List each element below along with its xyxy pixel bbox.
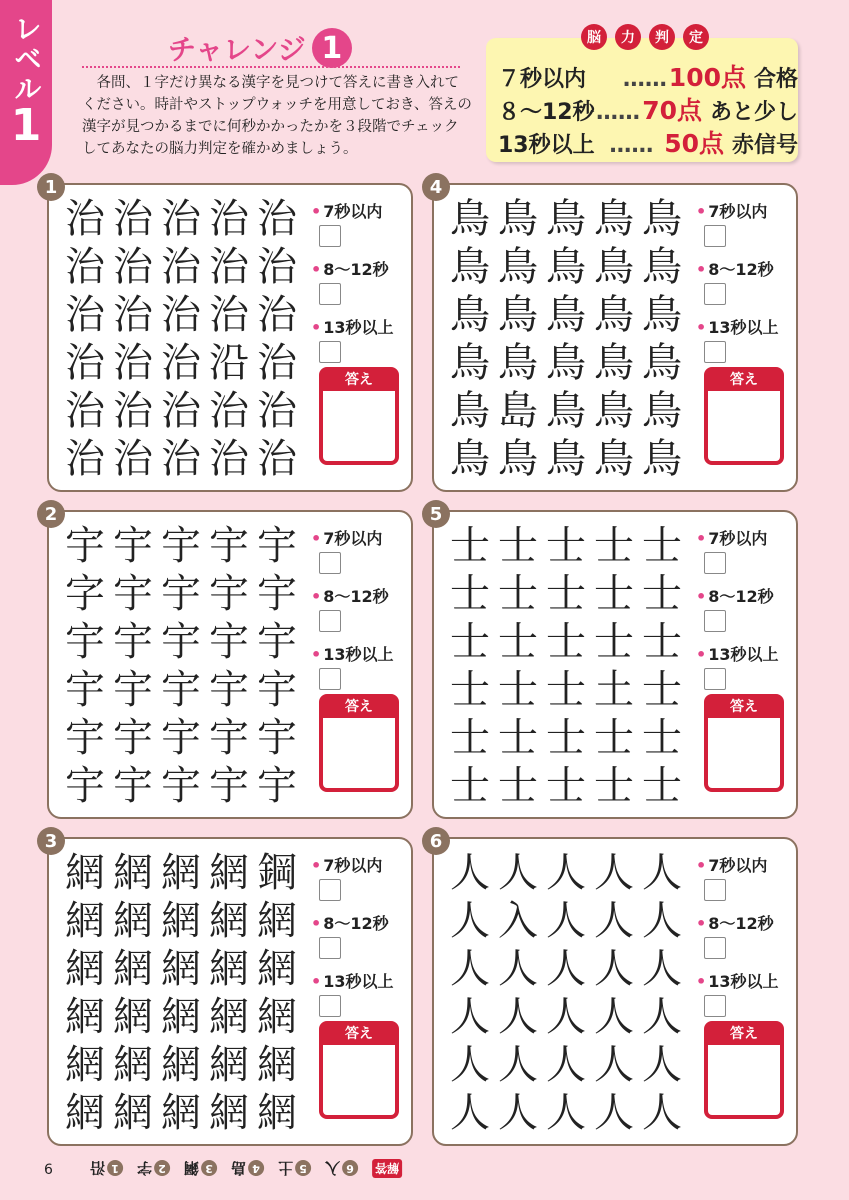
judgement-heading (581, 24, 709, 50)
title-number: 1 (312, 28, 352, 68)
points: 100点 (668, 63, 746, 92)
judgement-row (498, 58, 798, 91)
kanji-row: 治治治治治 (65, 436, 305, 482)
points: 70点 (642, 96, 702, 125)
condition: ７秒以内 (498, 67, 587, 92)
time-option-label: • 7秒以内 (311, 199, 411, 225)
answer-kanji: 島 (231, 1159, 247, 1177)
heading-char: 力 (615, 24, 641, 50)
kanji-grid (65, 522, 310, 810)
kanji-row: 人人人人人 (450, 850, 690, 896)
level-number: 1 (10, 100, 42, 151)
time-checkbox[interactable] (704, 879, 726, 901)
kanji-row: 宇宇宇宇宇 (65, 715, 305, 761)
time-option-label: • 13秒以上 (696, 969, 796, 995)
kanji-row: 字宇宇宇宇 (65, 571, 305, 617)
time-option-label: • 8～12秒 (311, 584, 411, 610)
puzzle-panel (429, 830, 798, 1146)
time-checkbox[interactable] (319, 283, 341, 305)
kanji-row: 鳥鳥鳥鳥鳥 (450, 340, 690, 386)
kanji-row: 人人人人人 (450, 1090, 690, 1136)
puzzle-number: 4 (422, 173, 450, 201)
page-title (168, 28, 352, 68)
answer-key-label: 解答 (372, 1159, 402, 1178)
answer-label: 答え (323, 371, 395, 391)
kanji-row: 鳥島鳥鳥鳥 (450, 388, 690, 434)
kanji-row: 士士士士士 (450, 571, 690, 617)
answer-number: 3 (201, 1161, 217, 1177)
answer-number: 4 (248, 1161, 264, 1177)
answer-box[interactable] (704, 1021, 784, 1119)
kanji-row: 宇宇宇宇宇 (65, 523, 305, 569)
kanji-row: 鳥鳥鳥鳥鳥 (450, 244, 690, 290)
kanji-row: 鳥鳥鳥鳥鳥 (450, 436, 690, 482)
time-checkbox[interactable] (319, 879, 341, 901)
heading-char: 定 (683, 24, 709, 50)
puzzle-panel (429, 503, 798, 819)
kanji-row: 宇宇宇宇宇 (65, 667, 305, 713)
kanji-grid (450, 849, 695, 1137)
points: 50点 (664, 129, 724, 158)
judgement-row (498, 91, 798, 124)
level-tab (0, 0, 52, 185)
time-checkbox[interactable] (704, 552, 726, 574)
kanji-row: 網網網網網 (65, 946, 305, 992)
kanji-row: 士士士士士 (450, 523, 690, 569)
answer-item (231, 1158, 264, 1179)
answer-kanji: 土 (278, 1159, 294, 1177)
time-option-label: • 13秒以上 (696, 315, 796, 341)
time-option-label: • 7秒以内 (311, 853, 411, 879)
page-number: 6 (44, 1162, 53, 1178)
time-checklist (696, 526, 796, 792)
time-checkbox[interactable] (319, 668, 341, 690)
answer-number: 5 (295, 1161, 311, 1177)
leader-dots: …… (622, 67, 667, 92)
answer-label: 答え (708, 371, 780, 391)
kanji-row: 鳥鳥鳥鳥鳥 (450, 292, 690, 338)
time-checklist (311, 526, 411, 792)
kanji-row: 治治治治治 (65, 244, 305, 290)
kanji-row: 人人人人人 (450, 994, 690, 1040)
puzzle-panel (429, 176, 798, 492)
kanji-grid (65, 195, 310, 483)
condition: 13秒以上 (498, 133, 595, 158)
kanji-row: 士士士士士 (450, 619, 690, 665)
puzzle-number: 2 (37, 500, 65, 528)
heading-char: 判 (649, 24, 675, 50)
kanji-row: 網網網網網 (65, 1090, 305, 1136)
time-option-label: • 13秒以上 (311, 969, 411, 995)
kanji-row: 鳥鳥鳥鳥鳥 (450, 196, 690, 242)
answer-label: 答え (708, 698, 780, 718)
answer-box[interactable] (319, 367, 399, 465)
kanji-grid (65, 849, 310, 1137)
kanji-row: 人人人人人 (450, 946, 690, 992)
time-checkbox[interactable] (319, 341, 341, 363)
kanji-grid (450, 522, 695, 810)
leader-dots: …… (595, 100, 640, 125)
result: あと少し (709, 100, 798, 125)
answer-key (90, 1158, 402, 1179)
answer-item (184, 1158, 217, 1179)
answer-box[interactable] (704, 694, 784, 792)
answer-kanji: 入 (325, 1159, 341, 1177)
kanji-row: 治治治治治 (65, 292, 305, 338)
puzzle-panel (44, 503, 413, 819)
puzzle-number: 3 (37, 827, 65, 855)
answer-item (137, 1158, 170, 1179)
time-checklist (311, 199, 411, 465)
answer-number: 6 (342, 1161, 358, 1177)
time-checkbox[interactable] (704, 610, 726, 632)
kanji-row: 人入人人人 (450, 898, 690, 944)
time-checkbox[interactable] (319, 937, 341, 959)
answer-kanji: 沿 (90, 1159, 106, 1177)
answer-number: 2 (154, 1161, 170, 1177)
time-option-label: • 13秒以上 (696, 642, 796, 668)
kanji-row: 宇宇宇宇宇 (65, 619, 305, 665)
result: 合格 (753, 67, 798, 92)
kanji-row: 網網網網網 (65, 898, 305, 944)
kanji-row: 人人人人人 (450, 1042, 690, 1088)
time-option-label: • 8～12秒 (696, 257, 796, 283)
time-checkbox[interactable] (704, 995, 726, 1017)
time-option-label: • 13秒以上 (311, 315, 411, 341)
time-checkbox[interactable] (704, 341, 726, 363)
time-option-label: • 13秒以上 (311, 642, 411, 668)
time-option-label: • 8～12秒 (311, 911, 411, 937)
heading-char: 脳 (581, 24, 607, 50)
time-option-label: • 7秒以内 (696, 853, 796, 879)
time-option-label: • 8～12秒 (311, 257, 411, 283)
time-checklist (696, 199, 796, 465)
time-checkbox[interactable] (704, 937, 726, 959)
answer-kanji: 字 (137, 1159, 153, 1177)
answer-item (90, 1158, 123, 1179)
kanji-row: 網網網網網 (65, 1042, 305, 1088)
title-text: チャレンジ (168, 33, 306, 66)
time-option-label: • 7秒以内 (311, 526, 411, 552)
answer-item (278, 1158, 311, 1179)
puzzle-panel (44, 176, 413, 492)
kanji-row: 治治治治治 (65, 388, 305, 434)
time-checkbox[interactable] (319, 610, 341, 632)
kanji-row: 治治治治治 (65, 196, 305, 242)
kanji-row: 士士士士士 (450, 763, 690, 809)
answer-box[interactable] (319, 694, 399, 792)
time-checkbox[interactable] (704, 225, 726, 247)
answer-label: 答え (323, 698, 395, 718)
answer-number: 1 (107, 1161, 123, 1177)
time-checkbox[interactable] (704, 668, 726, 690)
answer-label: 答え (323, 1025, 395, 1045)
condition: ８～12秒 (498, 100, 595, 125)
kanji-row: 士士士士士 (450, 715, 690, 761)
time-option-label: • 8～12秒 (696, 911, 796, 937)
kanji-row: 網網網網鋼 (65, 850, 305, 896)
level-label: レベル (10, 14, 43, 104)
divider (82, 66, 460, 68)
answer-label: 答え (708, 1025, 780, 1045)
time-checklist (696, 853, 796, 1119)
leader-dots: …… (609, 133, 654, 158)
kanji-row: 治治治沿治 (65, 340, 305, 386)
instructions: 各問、１字だけ異なる漢字を見つけて答えに書き入れてください。時計やストップウォッチを用意しておき、答えの漢字が見つかるまでに何秒かかったかを３段階でチェックしてあなたの脳力判定を確かめましょう。 (82, 75, 472, 157)
puzzle-number: 1 (37, 173, 65, 201)
judgement-row (498, 124, 798, 157)
answer-box[interactable] (704, 367, 784, 465)
puzzle-panel (44, 830, 413, 1146)
kanji-row: 士士士土士 (450, 667, 690, 713)
kanji-row: 網網網網網 (65, 994, 305, 1040)
time-checkbox[interactable] (319, 995, 341, 1017)
time-checkbox[interactable] (319, 552, 341, 574)
kanji-row: 宇宇宇宇宇 (65, 763, 305, 809)
time-option-label: • 8～12秒 (696, 584, 796, 610)
kanji-grid (450, 195, 695, 483)
time-checkbox[interactable] (319, 225, 341, 247)
brain-judgement-box (486, 30, 798, 162)
time-checkbox[interactable] (704, 283, 726, 305)
time-checklist (311, 853, 411, 1119)
answer-item (325, 1158, 358, 1179)
result: 赤信号 (731, 133, 798, 158)
puzzle-number: 6 (422, 827, 450, 855)
time-option-label: • 7秒以内 (696, 199, 796, 225)
time-option-label: • 7秒以内 (696, 526, 796, 552)
puzzle-number: 5 (422, 500, 450, 528)
answer-box[interactable] (319, 1021, 399, 1119)
answer-kanji: 鋼 (184, 1159, 200, 1177)
